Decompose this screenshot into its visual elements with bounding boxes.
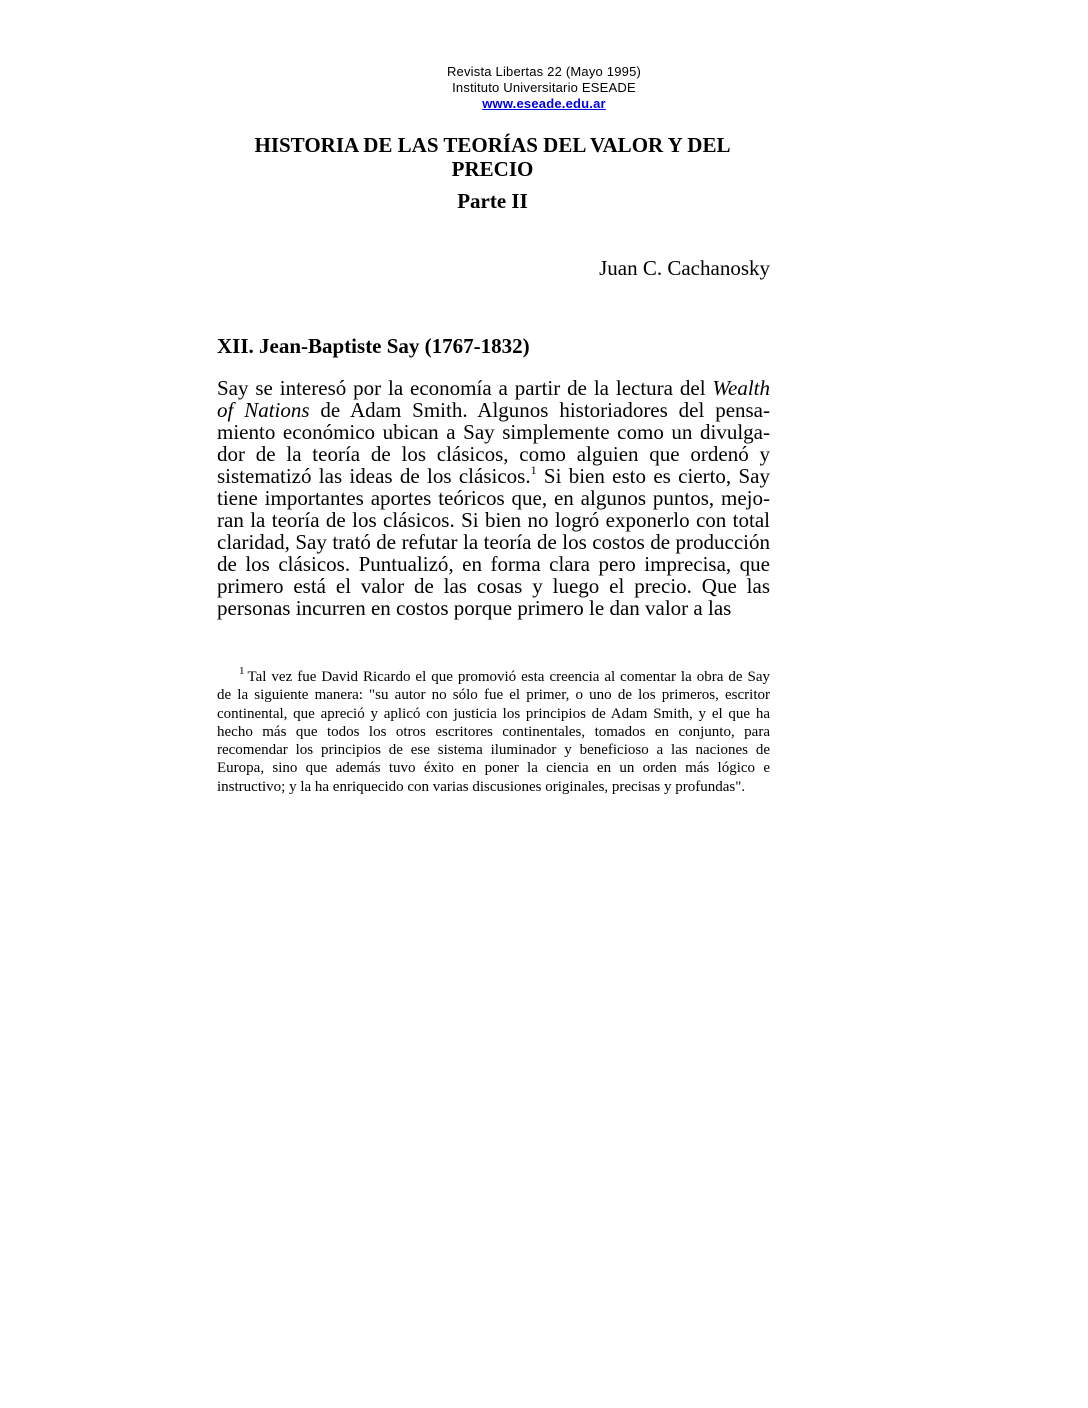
book-title: Wealth — [712, 376, 770, 400]
footnote-number: 1 — [239, 665, 245, 677]
body-line: ran la teoría de los clásicos. Si bien no logró exponerlo con total — [217, 508, 770, 532]
body-line: of Nations de Adam Smith. Algunos historiadores del pensa- — [217, 398, 771, 422]
institute-line: Instituto Universitario ESEADE — [452, 80, 636, 95]
journal-line: Revista Libertas 22 (Mayo 1995) — [446, 64, 642, 79]
body-line: Say se interesó por la economía a partir de la lectura del Wealth — [217, 376, 770, 400]
footnote-line: Europa, sino que además tuvo éxito en poner la ciencia en un orden más lógico e — [217, 760, 770, 777]
body-line: claridad, Say trató de refutar la teoría de los costos de producción — [217, 530, 770, 554]
author-name: Juan C. Cachanosky — [599, 256, 770, 280]
body-line: primero está el valor de las cosas y luego el precio. Que las — [217, 574, 770, 598]
body-line: miento económico ubican a Say simplemente como un divulga- — [217, 420, 770, 444]
body-paragraph — [217, 377, 770, 619]
body-line: de los clásicos. Puntualizó, en forma clara pero imprecisa, que — [217, 552, 770, 576]
body-line: sistematizó las ideas de los clásicos.$^1$ Si bien esto es cierto, Say — [217, 463, 770, 488]
body-line: dor de la teoría de los clásicos, como alguien que ordenó y — [217, 442, 770, 466]
footnote-line: instructivo; y la ha enriquecido con varias discusiones originales, precisas y profundas". — [217, 778, 746, 795]
section-heading: XII. Jean-Baptiste Say (1767-1832) — [217, 334, 530, 358]
book-title: of Nations — [217, 398, 310, 422]
document-title: HISTORIA DE LAS TEORÍAS DEL VALOR Y DEL PRECIO — [254, 133, 731, 181]
footnote-line: de la siguiente manera: "su autor no sólo fue el primer, o uno de los primeros, escritor — [217, 687, 770, 704]
document-subtitle: Parte II — [457, 189, 528, 213]
footnote-reference[interactable]: 1 — [530, 463, 537, 477]
footnote-line: hecho más que todos los otros escritores continentales, tomados en conjunto, para — [217, 723, 770, 740]
footnote — [217, 665, 770, 796]
body-line: personas incurren en costos porque primero le dan valor a las — [217, 596, 732, 620]
footnote-line: continental, que apreció y aplicó con justicia los principios de Adam Smith, y el que ha — [217, 705, 770, 722]
footnote-line: $^1$ Tal vez fue David Ricardo el que promovió esta creencia al comentar la obra de Say — [239, 665, 770, 685]
footnote-line: recomendar los principios de ese sistema iluminador y beneficioso a las naciones de — [217, 742, 770, 759]
body-line: tiene importantes aportes teóricos que, en algunos puntos, mejo- — [217, 486, 770, 510]
website-link[interactable]: www.eseade.edu.ar — [482, 96, 606, 111]
page-header — [0, 64, 1088, 112]
